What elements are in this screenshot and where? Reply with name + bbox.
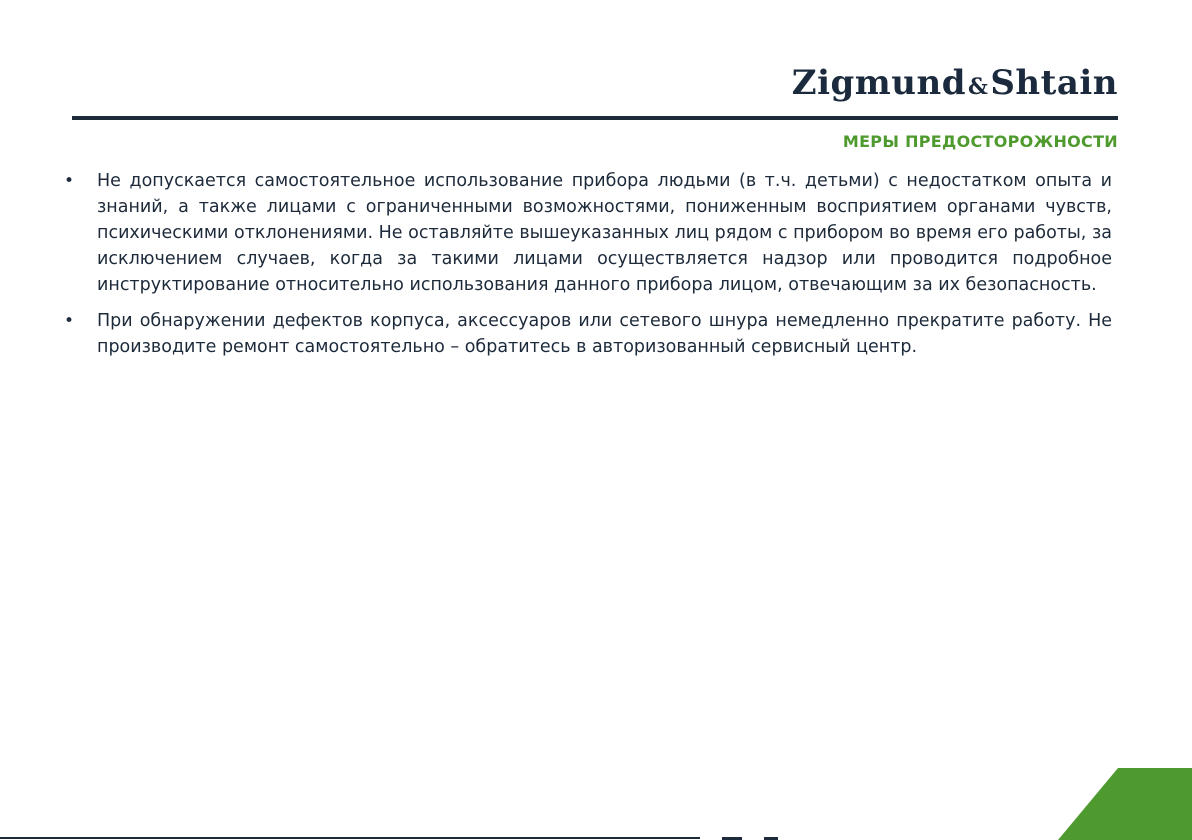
list-item (62, 168, 1112, 298)
logo-text-left: Zigmund (791, 63, 966, 103)
brand-logo (791, 63, 1118, 103)
bullet-icon: • (64, 311, 75, 331)
corner-triangle-icon (1058, 768, 1192, 840)
precautions-list (62, 168, 1112, 370)
list-item-text: Не допускается самостоятельное использование прибора людьми (в т.ч. детьми) с недостатком опыта и знаний, а также лицами с ограниченными возможностями, пониженным восприятием органами чувств, психическими отклонениями. Не оставляйте вышеуказанных лиц рядом с прибором во время его работы, за исключением случаев, когда за такими лицами осуществляется надзор или проводится подробное инструктирование относительно использования данного прибора лицом, отвечающим за их безопасность. (97, 171, 1112, 295)
bullet-icon: • (64, 171, 75, 191)
logo-ampersand: & (967, 74, 989, 100)
section-title: МЕРЫ ПРЕДОСТОРОЖНОСТИ (842, 132, 1118, 151)
logo-text-right: Shtain (990, 63, 1118, 103)
list-item-text: При обнаружении дефектов корпуса, аксессуаров или сетевого шнура немедленно прекратите работу. Не производите ремонт самостоятельно – обратитесь в авторизованный сервисный центр. (97, 311, 1112, 357)
header-divider (72, 116, 1118, 120)
footer-rule (0, 837, 700, 839)
list-item (62, 308, 1112, 360)
